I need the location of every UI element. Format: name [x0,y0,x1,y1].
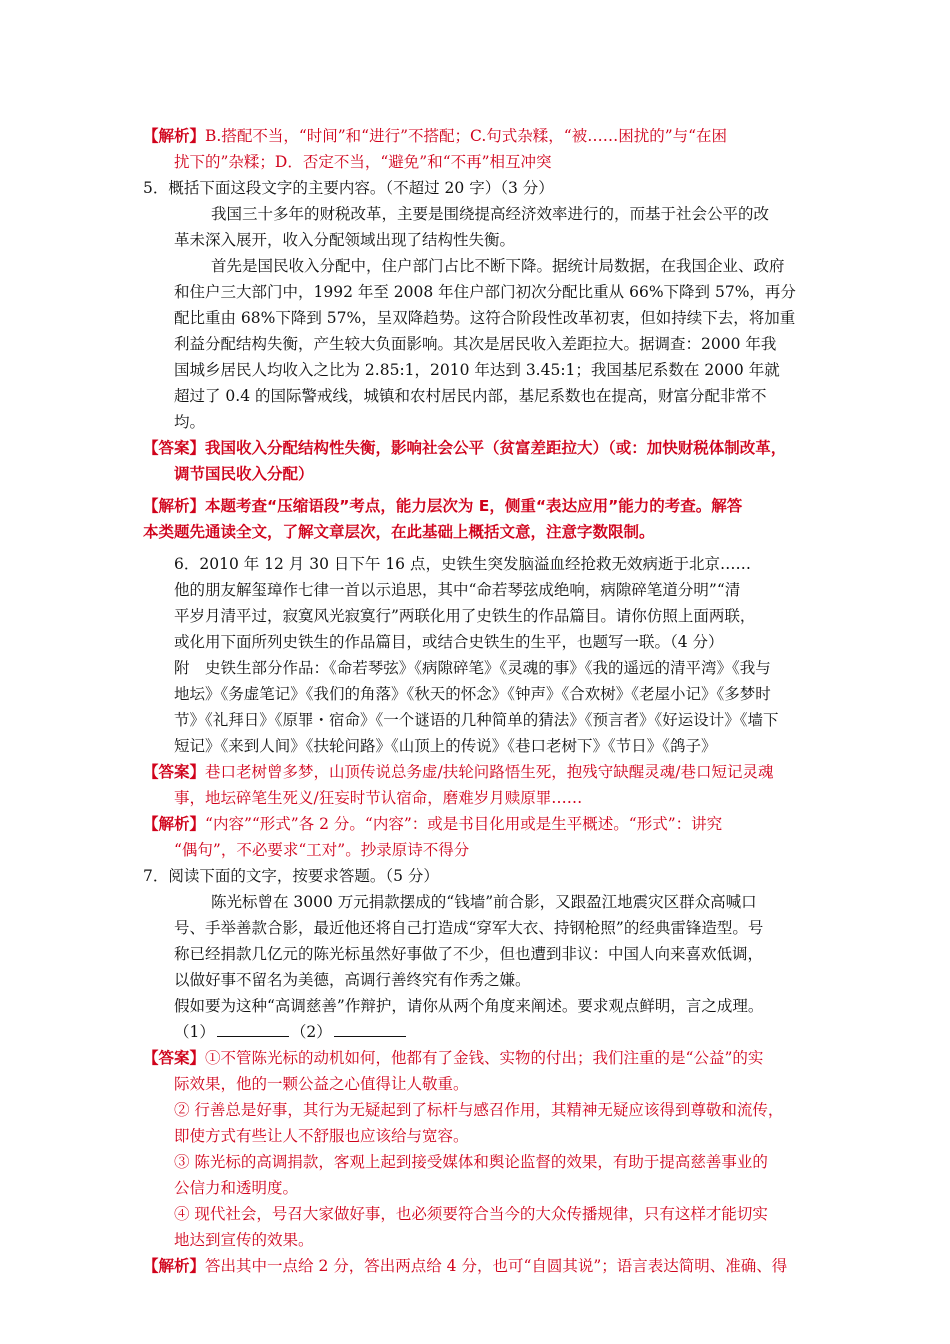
q7-passage-line: 以做好事不留名为美德，高调行善终究有作秀之嫌。 [174,971,531,989]
q7-passage-line: 陈光标曾在 3000 万元捐款摆成的“钱墙”前合影，又跟盈江地震灾区群众高喊口 [211,893,757,911]
q5-passage-line: 和住户三大部门中，1992 年至 2008 年住户部门初次分配比重从 66%下降到 57%，再分 [174,283,796,301]
q6-question-line: 平岁月清平过，寂寞风光寂寞行”两联化用了史铁生的作品篇目。请你仿照上面两联， [174,607,756,625]
q6-jiexi-line-2: “偶句”，不必要求“工对”。抄录原诗不得分 [174,841,470,859]
q7-passage-line: 号、手举善款合影，最近他还将自己打造成“穿军大衣、持钢枪照”的经典雷锋造型。号 [174,919,764,937]
jiexi-tag: 【解析】 [143,126,206,145]
q5-passage-line: 首先是国民收入分配中，住户部门占比不断下降。据统计局数据，在我国企业、政府 [211,257,785,275]
q5-passage-line: 利益分配结构失衡，产生较大负面影响。其次是居民收入差距拉大。据调查：2000 年我 [174,335,777,353]
q7-answer-line: ④ 现代社会，号召大家做好事，也必须要符合当今的大众传播规律，只有这样才能切实 [174,1205,768,1223]
q7-passage-line: 称已经捐款几亿元的陈光标虽然好事做了不少，但也遭到非议：中国人向来喜欢低调， [174,945,764,963]
answer-tag: 【答案】 [143,439,206,457]
q5-answer-line-2: 调节国民收入分配） [174,465,314,483]
q7-answer-line: 际效果，他的一颗公益之心值得让人敬重。 [174,1075,469,1093]
q4-jiexi-line-1: 【解析】B.搭配不当，“时间”和“进行”不搭配；C.句式杂糅，“被……困扰的”与“在困 [143,126,728,145]
q4-jiexi-line-2: 扰下的”杂糅；D．否定不当，“避免”和“不再”相互冲突 [174,153,552,171]
answer-tag: 【答案】 [143,762,206,781]
q6-answer-line-1: 【答案】巷口老树曾多梦，山顶传说总务虚/扶轮问路悟生死，抱残守缺醒灵魂/巷口短记灵魂 [143,762,774,781]
q7-question: 7．阅读下面的文字，按要求答题。（5 分） [143,867,439,885]
q5-answer-line-1: 【答案】我国收入分配结构性失衡，影响社会公平（贫富差距拉大）（或：加快财税体制改革， [143,439,787,457]
q6-works-line: 节》《礼拜日》《原罪・宿命》《一个谜语的几种简单的猜法》《预言者》《好运设计》《墙下 [174,711,779,729]
answer-blank-1[interactable] [217,1022,289,1037]
q5-passage-line: 配比重由 68%下降到 57%，呈双降趋势。这符合阶段性改革初衷，但如持续下去，将加重 [174,309,796,327]
q6-works-line: 附 史铁生部分作品：《命若琴弦》《病隙碎笔》《灵魂的事》《我的遥远的清平湾》《我与 [174,659,771,677]
jiexi-tag: 【解析】 [143,497,206,515]
answer-tag: 【答案】 [143,1048,206,1067]
q5-passage-line: 革未深入展开，收入分配领域出现了结构性失衡。 [174,231,516,249]
q7-answer-line: 地达到宣传的效果。 [174,1231,314,1249]
q6-answer-line-2: 事，地坛碎笔生死义/狂妄时节认宿命，磨难岁月赎原罪…… [174,789,583,807]
q7-answer-line: ② 行善总是好事，其行为无疑起到了标杆与感召作用，其精神无疑应该得到尊敬和流传， [174,1101,784,1119]
q5-question: 5．概括下面这段文字的主要内容。（不超过 20 字）（3 分） [143,179,554,197]
q6-question-line: 他的朋友解玺璋作七律一首以示追思，其中“命若琴弦成绝响，病隙碎笔道分明”“清 [174,581,741,599]
q5-passage-line: 我国三十多年的财税改革，主要是围绕提高经济效率进行的，而基于社会公平的改 [211,205,770,223]
answer-blank-2[interactable] [334,1022,406,1037]
q7-answer-line-1: 【答案】①不管陈光标的动机如何，他都有了金钱、实物的付出；我们注重的是“公益”的实 [143,1048,764,1067]
q7-jiexi-line: 【解析】答出其中一点给 2 分，答出两点给 4 分，也可“自圆其说”；语言表达简明、准确、得 [143,1256,788,1275]
q5-passage-line: 国城乡居民人均收入之比为 2.85:1，2010 年达到 3.45:1；我国基尼系数在 2000 年就 [174,361,780,379]
q5-passage-line: 超过了 0.4 的国际警戒线，城镇和农村居民内部，基尼系数也在提高，财富分配非常不 [174,387,767,405]
q6-works-line: 短记》《来到人间》《扶轮问路》《山顶上的传说》《巷口老树下》《节日》《鸽子》 [174,737,717,755]
q6-question-line: 或化用下面所列史铁生的作品篇目，或结合史铁生的生平，也题写一联。（4 分） [174,633,724,651]
jiexi-tag: 【解析】 [143,1256,206,1275]
q7-passage-line: 假如要为这种“高调慈善”作辩护，请你从两个角度来阐述。要求观点鲜明，言之成理。 [174,997,764,1015]
q6-works-line: 地坛》《务虚笔记》《我们的角落》《秋天的怀念》《钟声》《合欢树》《老屋小记》《多梦时 [174,685,771,703]
q5-jiexi-line-2: 本类题先通读全文，了解文章层次，在此基础上概括文意，注意字数限制。 [143,523,655,541]
q7-answer-line: 公信力和透明度。 [174,1179,299,1197]
q6-jiexi-line-1: 【解析】“内容”“形式”各 2 分。“内容”：或是书目化用或是生平概述。“形式”：讲究 [143,814,723,833]
q6-question-line: 6．2010 年 12 月 30 日下午 16 点，史铁生突发脑溢血经抢救无效病逝于北京…… [174,555,751,573]
q5-passage-line: 均。 [174,413,206,431]
q7-answer-line: ③ 陈光标的高调捐款，客观上起到接受媒体和舆论监督的效果，有助于提高慈善事业的 [174,1153,768,1171]
q5-jiexi-line-1: 【解析】本题考查“压缩语段”考点，能力层次为 E，侧重“表达应用”能力的考查。解答 [143,497,743,515]
q7-answer-blanks: （1） （2） [174,1021,408,1043]
q7-answer-line: 即使方式有些让人不舒服也应该给与宽容。 [174,1127,469,1145]
jiexi-tag: 【解析】 [143,814,206,833]
